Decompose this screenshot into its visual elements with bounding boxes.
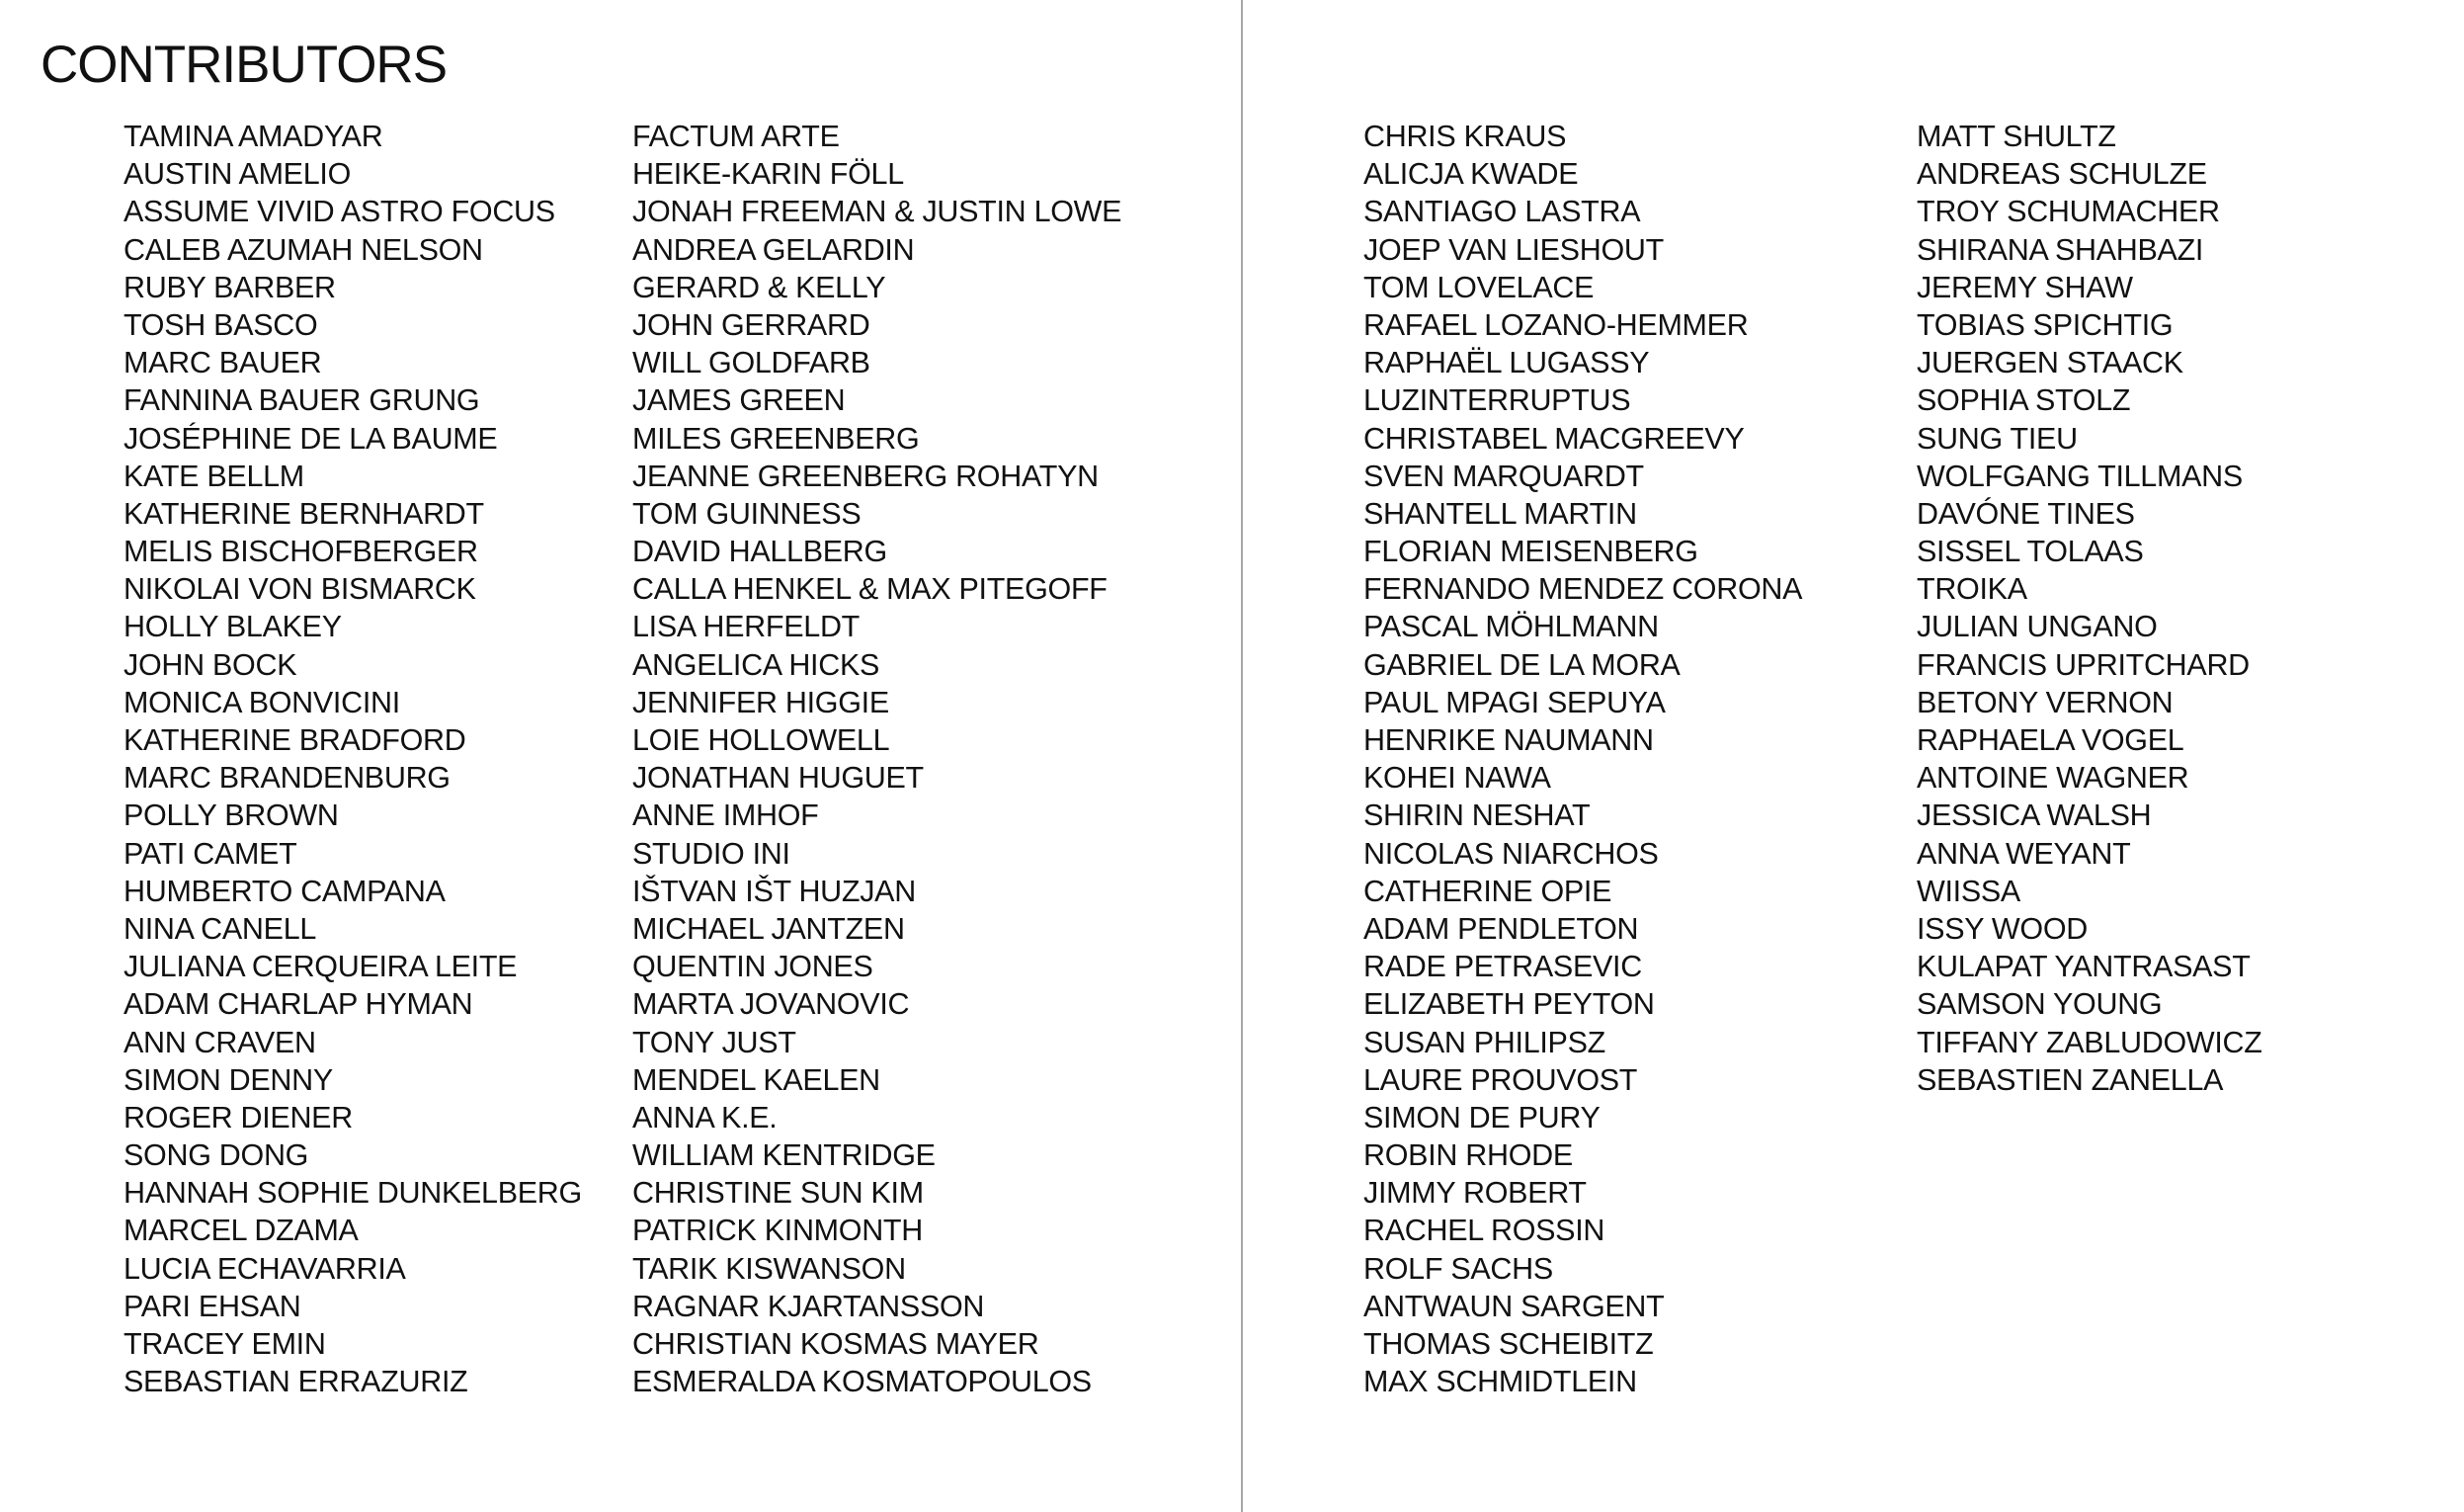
contributor-name: DAVID HALLBERG bbox=[632, 535, 887, 569]
contributor-name: KULAPAT YANTRASAST bbox=[1917, 950, 2251, 984]
contributor-name: MICHAEL JANTZEN bbox=[632, 911, 905, 946]
contributor-name: ROGER DIENER bbox=[123, 1100, 353, 1134]
contributor-name: HUMBERTO CAMPANA bbox=[123, 874, 446, 908]
contributor-name: MATT SHULTZ bbox=[1917, 120, 2116, 153]
contributor-name: LAURE PROUVOST bbox=[1363, 1062, 1638, 1097]
contributor-name: KATE BELLM bbox=[123, 459, 304, 493]
contributor-name: ANNA K.E. bbox=[632, 1100, 778, 1134]
contributors-column-2 bbox=[632, 118, 1121, 1400]
contributor-name: ANNA WEYANT bbox=[1917, 836, 2131, 871]
contributor-name: ISSY WOOD bbox=[1917, 911, 2088, 946]
contributor-name: SHIRIN NESHAT bbox=[1363, 798, 1591, 833]
contributor-name: GERARD & KELLY bbox=[632, 270, 886, 304]
contributor-name: SIMON DE PURY bbox=[1363, 1100, 1601, 1134]
contributor-name: HENRIKE NAUMANN bbox=[1363, 723, 1654, 757]
contributor-name: LUZINTERRUPTUS bbox=[1363, 383, 1631, 418]
contributor-name: CHRISTIAN KOSMAS MAYER bbox=[632, 1327, 1039, 1361]
contributor-name: RADE PETRASEVIC bbox=[1363, 950, 1642, 984]
contributor-name: JOHN GERRARD bbox=[632, 307, 870, 342]
contributor-name: TRACEY EMIN bbox=[123, 1327, 326, 1361]
contributor-name: JULIANA CERQUEIRA LEITE bbox=[123, 950, 518, 984]
contributor-name: ANN CRAVEN bbox=[123, 1025, 316, 1059]
contributor-name: TAMINA AMADYAR bbox=[123, 120, 383, 153]
contributor-name: WILLIAM KENTRIDGE bbox=[632, 1138, 936, 1173]
contributor-name: SHIRANA SHAHBAZI bbox=[1917, 232, 2204, 267]
contributor-name: LOIE HOLLOWELL bbox=[632, 723, 890, 757]
contributor-name: ROLF SACHS bbox=[1363, 1251, 1553, 1286]
contributor-name: MILES GREENBERG bbox=[632, 421, 920, 456]
contributor-name: THOMAS SCHEIBITZ bbox=[1363, 1327, 1654, 1361]
contributor-name: JAMES GREEN bbox=[632, 383, 846, 418]
contributors-column-4 bbox=[1917, 118, 2262, 1099]
contributor-name: JESSICA WALSH bbox=[1917, 798, 2152, 833]
contributor-name: ANDREA GELARDIN bbox=[632, 232, 915, 267]
contributor-name: ALICJA KWADE bbox=[1363, 157, 1579, 192]
contributor-name: CALEB AZUMAH NELSON bbox=[123, 232, 483, 267]
contributor-name: PATI CAMET bbox=[123, 836, 297, 871]
contributor-name: CHRIS KRAUS bbox=[1363, 120, 1567, 153]
contributor-name: KATHERINE BRADFORD bbox=[123, 723, 466, 757]
contributor-name: KATHERINE BERNHARDT bbox=[123, 496, 484, 531]
contributor-name: WILL GOLDFARB bbox=[632, 346, 870, 380]
contributor-name: FLORIAN MEISENBERG bbox=[1363, 535, 1698, 569]
contributor-name: PASCAL MÖHLMANN bbox=[1363, 610, 1659, 644]
contributor-name: ANTOINE WAGNER bbox=[1917, 761, 2189, 796]
contributor-name: JOHN BOCK bbox=[123, 647, 297, 682]
contributor-name: ROBIN RHODE bbox=[1363, 1138, 1573, 1173]
contributor-name: MARC BAUER bbox=[123, 346, 322, 380]
contributor-name: LUCIA ECHAVARRIA bbox=[123, 1251, 406, 1286]
contributor-name: PAUL MPAGI SEPUYA bbox=[1363, 685, 1666, 719]
contributor-name: NICOLAS NIARCHOS bbox=[1363, 836, 1659, 871]
contributor-name: STUDIO INI bbox=[632, 836, 790, 871]
contributor-name: ANGELICA HICKS bbox=[632, 647, 880, 682]
contributor-name: FRANCIS UPRITCHARD bbox=[1917, 647, 2250, 682]
contributors-column-1 bbox=[123, 118, 582, 1400]
contributor-name: PARI EHSAN bbox=[123, 1289, 301, 1323]
contributor-name: MENDEL KAELEN bbox=[632, 1062, 880, 1097]
contributor-name: RAFAEL LOZANO-HEMMER bbox=[1363, 307, 1749, 342]
contributor-name: JUERGEN STAACK bbox=[1917, 346, 2183, 380]
contributor-name: NINA CANELL bbox=[123, 911, 317, 946]
contributor-name: SEBASTIEN ZANELLA bbox=[1917, 1062, 2224, 1097]
contributor-name: DAVÓNE TINES bbox=[1917, 496, 2135, 531]
contributor-name: JONATHAN HUGUET bbox=[632, 761, 924, 796]
contributor-name: WIISSA bbox=[1917, 874, 2020, 908]
contributor-name: JENNIFER HIGGIE bbox=[632, 685, 889, 719]
contributor-name: HEIKE-KARIN FÖLL bbox=[632, 157, 904, 192]
contributor-name: TOSH BASCO bbox=[123, 307, 318, 342]
contributor-name: ASSUME VIVID ASTRO FOCUS bbox=[123, 195, 555, 229]
contributor-name: RAPHAELA VOGEL bbox=[1917, 723, 2184, 757]
contributors-column-3 bbox=[1363, 118, 1802, 1400]
contributor-name: SAMSON YOUNG bbox=[1917, 987, 2163, 1022]
contributor-name: SUSAN PHILIPSZ bbox=[1363, 1025, 1605, 1059]
contributor-name: CATHERINE OPIE bbox=[1363, 874, 1612, 908]
contributor-name: CALLA HENKEL & MAX PITEGOFF bbox=[632, 572, 1108, 607]
contributor-name: TOM LOVELACE bbox=[1363, 270, 1595, 304]
contributor-name: SUNG TIEU bbox=[1917, 421, 2078, 456]
contributor-name: ESMERALDA KOSMATOPOULOS bbox=[632, 1365, 1092, 1399]
contributor-name: MAX SCHMIDTLEIN bbox=[1363, 1365, 1637, 1399]
contributor-name: POLLY BROWN bbox=[123, 798, 339, 833]
contributor-name: QUENTIN JONES bbox=[632, 950, 873, 984]
page-title: CONTRIBUTORS bbox=[41, 36, 448, 94]
contributor-name: MARC BRANDENBURG bbox=[123, 761, 451, 796]
contributor-name: MONICA BONVICINI bbox=[123, 685, 400, 719]
contributor-name: SONG DONG bbox=[123, 1138, 309, 1173]
contributor-name: TARIK KISWANSON bbox=[632, 1251, 906, 1286]
contributor-name: LISA HERFELDT bbox=[632, 610, 861, 644]
contributor-name: TOBIAS SPICHTIG bbox=[1917, 307, 2174, 342]
contributor-name: MARCEL DZAMA bbox=[123, 1214, 359, 1248]
contributor-name: MARTA JOVANOVIC bbox=[632, 987, 910, 1022]
contributor-name: GABRIEL DE LA MORA bbox=[1363, 647, 1681, 682]
contributor-name: SVEN MARQUARDT bbox=[1363, 459, 1644, 493]
contributor-name: IŠTVAN IŠT HUZJAN bbox=[632, 874, 916, 908]
contributor-name: BETONY VERNON bbox=[1917, 685, 2174, 719]
page-spine-divider bbox=[1241, 0, 1243, 1512]
contributor-name: TIFFANY ZABLUDOWICZ bbox=[1917, 1025, 2262, 1059]
contributor-name: CHRISTINE SUN KIM bbox=[632, 1176, 924, 1211]
contributor-name: JIMMY ROBERT bbox=[1363, 1176, 1587, 1211]
contributor-name: RACHEL ROSSIN bbox=[1363, 1214, 1605, 1248]
contributor-name: WOLFGANG TILLMANS bbox=[1917, 459, 2243, 493]
contributor-name: JEANNE GREENBERG ROHATYN bbox=[632, 459, 1099, 493]
contributor-name: NIKOLAI VON BISMARCK bbox=[123, 572, 476, 607]
contributor-name: JULIAN UNGANO bbox=[1917, 610, 2158, 644]
contributor-name: TOM GUINNESS bbox=[632, 496, 862, 531]
contributor-name: JOEP VAN LIESHOUT bbox=[1363, 232, 1664, 267]
contributor-name: SEBASTIAN ERRAZURIZ bbox=[123, 1365, 468, 1399]
contributor-name: SHANTELL MARTIN bbox=[1363, 496, 1637, 531]
contributor-name: SOPHIA STOLZ bbox=[1917, 383, 2131, 418]
contributor-name: TONY JUST bbox=[632, 1025, 796, 1059]
contributor-name: PATRICK KINMONTH bbox=[632, 1214, 923, 1248]
contributor-name: KOHEI NAWA bbox=[1363, 761, 1551, 796]
contributor-name: ANNE IMHOF bbox=[632, 798, 819, 833]
contributor-name: FANNINA BAUER GRUNG bbox=[123, 383, 480, 418]
contributor-name: RUBY BARBER bbox=[123, 270, 336, 304]
contributor-name: JOSÉPHINE DE LA BAUME bbox=[123, 421, 498, 456]
contributor-name: JONAH FREEMAN & JUSTIN LOWE bbox=[632, 195, 1122, 229]
contributor-name: TROIKA bbox=[1917, 572, 2027, 607]
contributor-name: SIMON DENNY bbox=[123, 1062, 333, 1097]
contributor-name: CHRISTABEL MACGREEVY bbox=[1363, 421, 1745, 456]
contributor-name: SISSEL TOLAAS bbox=[1917, 535, 2144, 569]
contributor-name: SANTIAGO LASTRA bbox=[1363, 195, 1641, 229]
contributor-name: ANTWAUN SARGENT bbox=[1363, 1289, 1665, 1323]
contributor-name: JEREMY SHAW bbox=[1917, 270, 2133, 304]
contributor-name: FERNANDO MENDEZ CORONA bbox=[1363, 572, 1803, 607]
contributor-name: ELIZABETH PEYTON bbox=[1363, 987, 1655, 1022]
contributor-name: ADAM CHARLAP HYMAN bbox=[123, 987, 473, 1022]
contributor-name: HANNAH SOPHIE DUNKELBERG bbox=[123, 1176, 582, 1211]
contributor-name: RAPHAËL LUGASSY bbox=[1363, 346, 1650, 380]
contributor-name: HOLLY BLAKEY bbox=[123, 610, 342, 644]
contributor-name: TROY SCHUMACHER bbox=[1917, 195, 2220, 229]
contributor-name: ADAM PENDLETON bbox=[1363, 911, 1639, 946]
contributor-name: AUSTIN AMELIO bbox=[123, 157, 351, 192]
contributor-name: RAGNAR KJARTANSSON bbox=[632, 1289, 985, 1323]
contributor-name: FACTUM ARTE bbox=[632, 120, 840, 153]
contributor-name: ANDREAS SCHULZE bbox=[1917, 157, 2207, 192]
contributor-name: MELIS BISCHOFBERGER bbox=[123, 535, 478, 569]
